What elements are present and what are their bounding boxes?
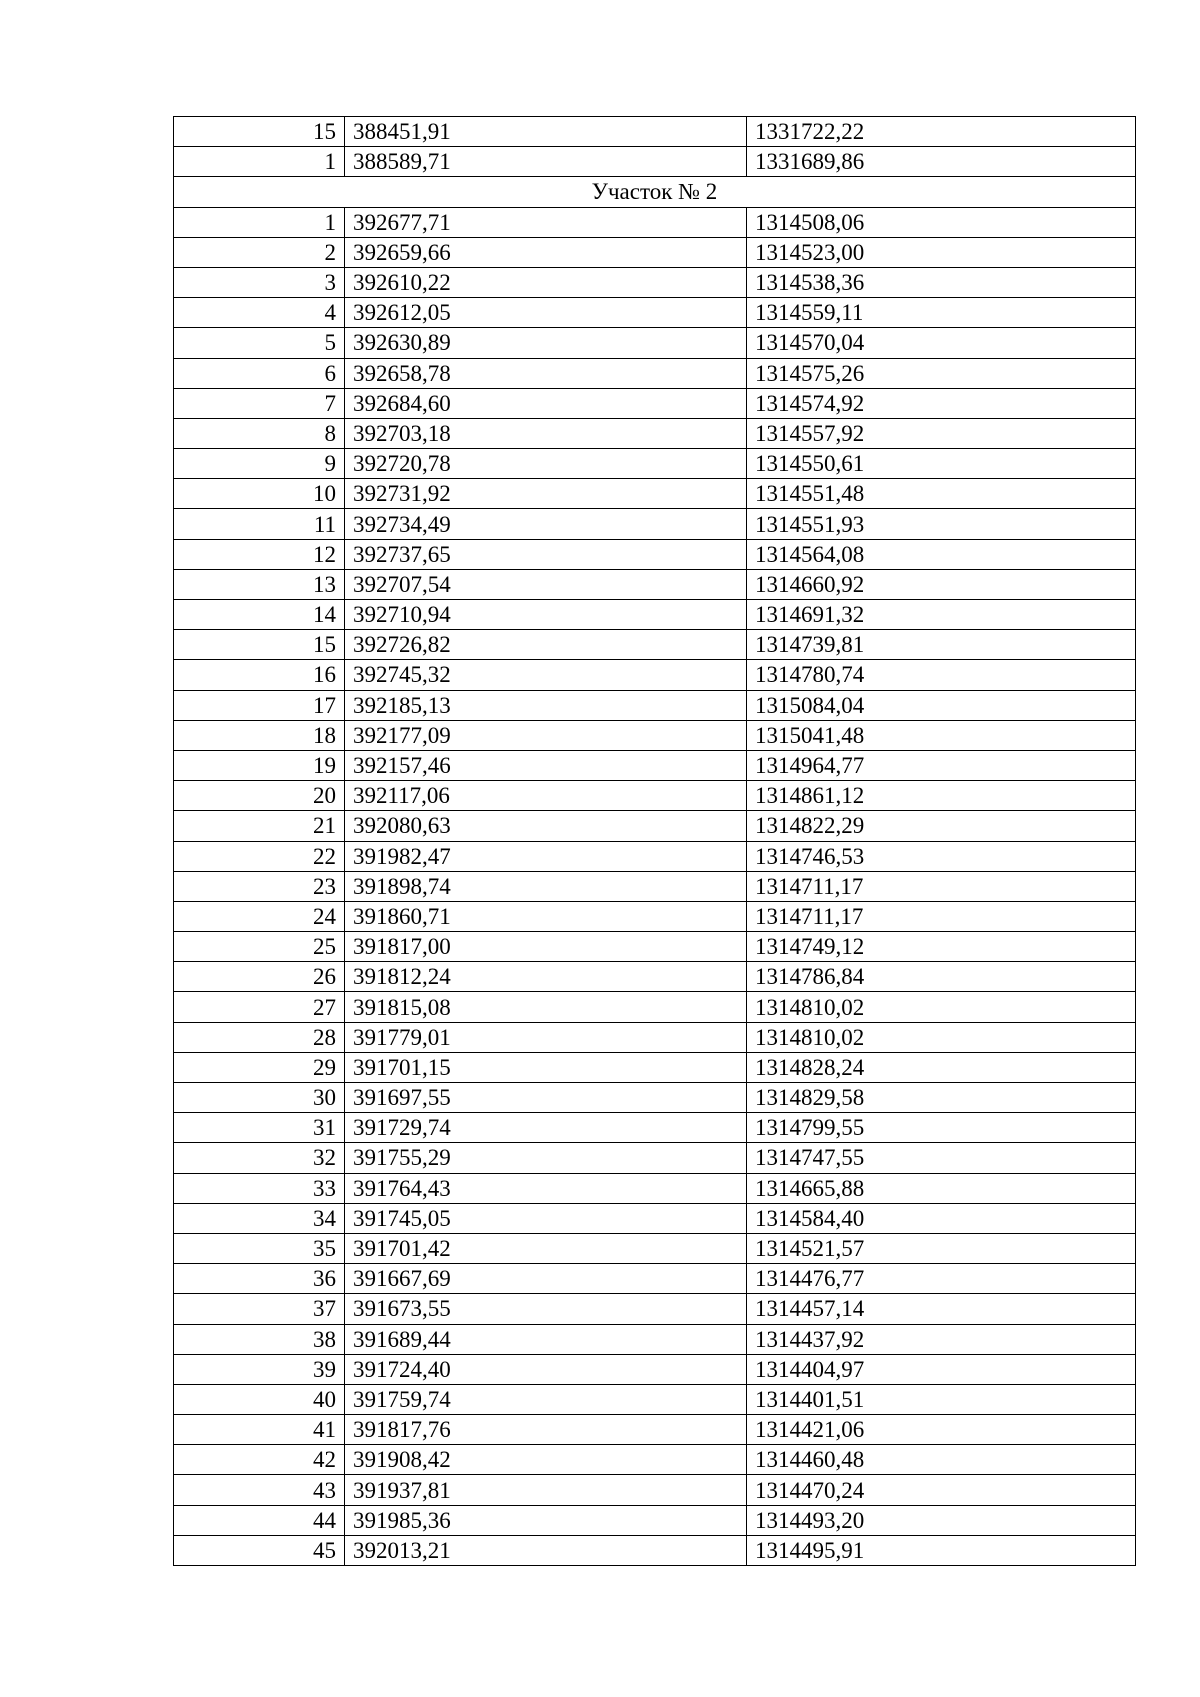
x-coordinate-cell: 392731,92 — [345, 479, 747, 509]
table-row — [174, 962, 1136, 992]
y-coordinate-cell: 1314523,00 — [747, 237, 1136, 267]
x-coordinate-cell: 391779,01 — [345, 1022, 747, 1052]
point-number-cell: 13 — [174, 569, 345, 599]
table-row — [174, 720, 1136, 750]
point-number-cell: 33 — [174, 1173, 345, 1203]
y-coordinate-cell: 1315084,04 — [747, 690, 1136, 720]
point-number-cell: 7 — [174, 388, 345, 418]
coordinates-table — [173, 116, 1136, 1566]
table-row — [174, 1052, 1136, 1082]
table-row — [174, 630, 1136, 660]
point-number-cell: 23 — [174, 871, 345, 901]
coordinates-table-body — [174, 117, 1136, 1566]
table-row — [174, 147, 1136, 177]
point-number-cell: 38 — [174, 1324, 345, 1354]
point-number-cell: 45 — [174, 1535, 345, 1565]
x-coordinate-cell: 392726,82 — [345, 630, 747, 660]
table-row — [174, 1475, 1136, 1505]
y-coordinate-cell: 1314739,81 — [747, 630, 1136, 660]
table-row — [174, 1384, 1136, 1414]
y-coordinate-cell: 1314747,55 — [747, 1143, 1136, 1173]
table-row — [174, 569, 1136, 599]
y-coordinate-cell: 1314574,92 — [747, 388, 1136, 418]
point-number-cell: 37 — [174, 1294, 345, 1324]
table-row — [174, 237, 1136, 267]
y-coordinate-cell: 1314829,58 — [747, 1083, 1136, 1113]
y-coordinate-cell: 1314711,17 — [747, 901, 1136, 931]
table-row — [174, 1264, 1136, 1294]
y-coordinate-cell: 1314521,57 — [747, 1233, 1136, 1263]
point-number-cell: 32 — [174, 1143, 345, 1173]
point-number-cell: 15 — [174, 630, 345, 660]
table-row — [174, 932, 1136, 962]
y-coordinate-cell: 1314401,51 — [747, 1384, 1136, 1414]
y-coordinate-cell: 1314493,20 — [747, 1505, 1136, 1535]
table-row — [174, 1113, 1136, 1143]
x-coordinate-cell: 392734,49 — [345, 509, 747, 539]
y-coordinate-cell: 1314538,36 — [747, 267, 1136, 297]
x-coordinate-cell: 391817,00 — [345, 932, 747, 962]
table-row — [174, 992, 1136, 1022]
point-number-cell: 1 — [174, 147, 345, 177]
x-coordinate-cell: 391724,40 — [345, 1354, 747, 1384]
table-row — [174, 388, 1136, 418]
table-row — [174, 1505, 1136, 1535]
point-number-cell: 29 — [174, 1052, 345, 1082]
x-coordinate-cell: 392710,94 — [345, 600, 747, 630]
point-number-cell: 44 — [174, 1505, 345, 1535]
table-row — [174, 328, 1136, 358]
point-number-cell: 39 — [174, 1354, 345, 1384]
table-row — [174, 207, 1136, 237]
point-number-cell: 36 — [174, 1264, 345, 1294]
x-coordinate-cell: 391689,44 — [345, 1324, 747, 1354]
table-row — [174, 358, 1136, 388]
y-coordinate-cell: 1314557,92 — [747, 418, 1136, 448]
point-number-cell: 21 — [174, 811, 345, 841]
y-coordinate-cell: 1314828,24 — [747, 1052, 1136, 1082]
x-coordinate-cell: 392080,63 — [345, 811, 747, 841]
table-row — [174, 1535, 1136, 1565]
table-row — [174, 1294, 1136, 1324]
y-coordinate-cell: 1314470,24 — [747, 1475, 1136, 1505]
table-row — [174, 690, 1136, 720]
y-coordinate-cell: 1314711,17 — [747, 871, 1136, 901]
table-row — [174, 1022, 1136, 1052]
table-row — [174, 660, 1136, 690]
x-coordinate-cell: 391898,74 — [345, 871, 747, 901]
table-row — [174, 871, 1136, 901]
y-coordinate-cell: 1314584,40 — [747, 1203, 1136, 1233]
point-number-cell: 40 — [174, 1384, 345, 1414]
y-coordinate-cell: 1314570,04 — [747, 328, 1136, 358]
y-coordinate-cell: 1314822,29 — [747, 811, 1136, 841]
x-coordinate-cell: 391860,71 — [345, 901, 747, 931]
table-row — [174, 1324, 1136, 1354]
x-coordinate-cell: 392117,06 — [345, 781, 747, 811]
y-coordinate-cell: 1331689,86 — [747, 147, 1136, 177]
point-number-cell: 19 — [174, 750, 345, 780]
table-row — [174, 418, 1136, 448]
point-number-cell: 18 — [174, 720, 345, 750]
table-row — [174, 539, 1136, 569]
point-number-cell: 4 — [174, 298, 345, 328]
table-row — [174, 117, 1136, 147]
y-coordinate-cell: 1314799,55 — [747, 1113, 1136, 1143]
x-coordinate-cell: 392703,18 — [345, 418, 747, 448]
table-row — [174, 781, 1136, 811]
table-row — [174, 298, 1136, 328]
y-coordinate-cell: 1331722,22 — [747, 117, 1136, 147]
section-title: Участок № 2 — [174, 177, 1136, 207]
y-coordinate-cell: 1314559,11 — [747, 298, 1136, 328]
table-row — [174, 1173, 1136, 1203]
y-coordinate-cell: 1314460,48 — [747, 1445, 1136, 1475]
point-number-cell: 8 — [174, 418, 345, 448]
table-row — [174, 449, 1136, 479]
x-coordinate-cell: 391985,36 — [345, 1505, 747, 1535]
x-coordinate-cell: 391759,74 — [345, 1384, 747, 1414]
point-number-cell: 10 — [174, 479, 345, 509]
x-coordinate-cell: 392157,46 — [345, 750, 747, 780]
y-coordinate-cell: 1314749,12 — [747, 932, 1136, 962]
y-coordinate-cell: 1314575,26 — [747, 358, 1136, 388]
y-coordinate-cell: 1314780,74 — [747, 660, 1136, 690]
y-coordinate-cell: 1314665,88 — [747, 1173, 1136, 1203]
x-coordinate-cell: 388589,71 — [345, 147, 747, 177]
x-coordinate-cell: 391755,29 — [345, 1143, 747, 1173]
table-row — [174, 1445, 1136, 1475]
table-row — [174, 600, 1136, 630]
y-coordinate-cell: 1314964,77 — [747, 750, 1136, 780]
x-coordinate-cell: 392707,54 — [345, 569, 747, 599]
y-coordinate-cell: 1314476,77 — [747, 1264, 1136, 1294]
point-number-cell: 15 — [174, 117, 345, 147]
y-coordinate-cell: 1314551,48 — [747, 479, 1136, 509]
y-coordinate-cell: 1314810,02 — [747, 1022, 1136, 1052]
x-coordinate-cell: 391764,43 — [345, 1173, 747, 1203]
y-coordinate-cell: 1314861,12 — [747, 781, 1136, 811]
point-number-cell: 12 — [174, 539, 345, 569]
x-coordinate-cell: 392737,65 — [345, 539, 747, 569]
point-number-cell: 35 — [174, 1233, 345, 1263]
x-coordinate-cell: 392612,05 — [345, 298, 747, 328]
y-coordinate-cell: 1314691,32 — [747, 600, 1136, 630]
point-number-cell: 3 — [174, 267, 345, 297]
x-coordinate-cell: 391673,55 — [345, 1294, 747, 1324]
y-coordinate-cell: 1314421,06 — [747, 1415, 1136, 1445]
x-coordinate-cell: 392185,13 — [345, 690, 747, 720]
point-number-cell: 14 — [174, 600, 345, 630]
y-coordinate-cell: 1314810,02 — [747, 992, 1136, 1022]
point-number-cell: 9 — [174, 449, 345, 479]
point-number-cell: 31 — [174, 1113, 345, 1143]
x-coordinate-cell: 391817,76 — [345, 1415, 747, 1445]
table-row — [174, 1143, 1136, 1173]
table-row — [174, 267, 1136, 297]
y-coordinate-cell: 1314786,84 — [747, 962, 1136, 992]
table-row — [174, 750, 1136, 780]
x-coordinate-cell: 391908,42 — [345, 1445, 747, 1475]
table-row — [174, 811, 1136, 841]
point-number-cell: 28 — [174, 1022, 345, 1052]
table-row — [174, 1354, 1136, 1384]
point-number-cell: 42 — [174, 1445, 345, 1475]
point-number-cell: 34 — [174, 1203, 345, 1233]
x-coordinate-cell: 392720,78 — [345, 449, 747, 479]
point-number-cell: 16 — [174, 660, 345, 690]
table-row — [174, 1203, 1136, 1233]
y-coordinate-cell: 1314550,61 — [747, 449, 1136, 479]
x-coordinate-cell: 391729,74 — [345, 1113, 747, 1143]
y-coordinate-cell: 1314437,92 — [747, 1324, 1136, 1354]
x-coordinate-cell: 391812,24 — [345, 962, 747, 992]
x-coordinate-cell: 391745,05 — [345, 1203, 747, 1233]
y-coordinate-cell: 1314564,08 — [747, 539, 1136, 569]
x-coordinate-cell: 391982,47 — [345, 841, 747, 871]
point-number-cell: 6 — [174, 358, 345, 388]
table-row — [174, 901, 1136, 931]
point-number-cell: 1 — [174, 207, 345, 237]
point-number-cell: 26 — [174, 962, 345, 992]
y-coordinate-cell: 1314495,91 — [747, 1535, 1136, 1565]
point-number-cell: 17 — [174, 690, 345, 720]
table-row — [174, 1083, 1136, 1113]
point-number-cell: 2 — [174, 237, 345, 267]
y-coordinate-cell: 1314660,92 — [747, 569, 1136, 599]
point-number-cell: 20 — [174, 781, 345, 811]
section-header-row — [174, 177, 1136, 207]
x-coordinate-cell: 392610,22 — [345, 267, 747, 297]
y-coordinate-cell: 1314551,93 — [747, 509, 1136, 539]
x-coordinate-cell: 392013,21 — [345, 1535, 747, 1565]
table-row — [174, 1415, 1136, 1445]
y-coordinate-cell: 1314508,06 — [747, 207, 1136, 237]
x-coordinate-cell: 392677,71 — [345, 207, 747, 237]
x-coordinate-cell: 392684,60 — [345, 388, 747, 418]
table-row — [174, 841, 1136, 871]
x-coordinate-cell: 391815,08 — [345, 992, 747, 1022]
point-number-cell: 5 — [174, 328, 345, 358]
table-row — [174, 509, 1136, 539]
x-coordinate-cell: 392658,78 — [345, 358, 747, 388]
x-coordinate-cell: 392659,66 — [345, 237, 747, 267]
y-coordinate-cell: 1314746,53 — [747, 841, 1136, 871]
point-number-cell: 41 — [174, 1415, 345, 1445]
point-number-cell: 11 — [174, 509, 345, 539]
point-number-cell: 24 — [174, 901, 345, 931]
y-coordinate-cell: 1314404,97 — [747, 1354, 1136, 1384]
x-coordinate-cell: 391937,81 — [345, 1475, 747, 1505]
x-coordinate-cell: 391701,15 — [345, 1052, 747, 1082]
x-coordinate-cell: 392177,09 — [345, 720, 747, 750]
y-coordinate-cell: 1314457,14 — [747, 1294, 1136, 1324]
x-coordinate-cell: 392745,32 — [345, 660, 747, 690]
x-coordinate-cell: 391667,69 — [345, 1264, 747, 1294]
y-coordinate-cell: 1315041,48 — [747, 720, 1136, 750]
x-coordinate-cell: 391697,55 — [345, 1083, 747, 1113]
point-number-cell: 43 — [174, 1475, 345, 1505]
table-row — [174, 1233, 1136, 1263]
x-coordinate-cell: 392630,89 — [345, 328, 747, 358]
point-number-cell: 25 — [174, 932, 345, 962]
point-number-cell: 27 — [174, 992, 345, 1022]
point-number-cell: 22 — [174, 841, 345, 871]
x-coordinate-cell: 391701,42 — [345, 1233, 747, 1263]
point-number-cell: 30 — [174, 1083, 345, 1113]
table-row — [174, 479, 1136, 509]
x-coordinate-cell: 388451,91 — [345, 117, 747, 147]
